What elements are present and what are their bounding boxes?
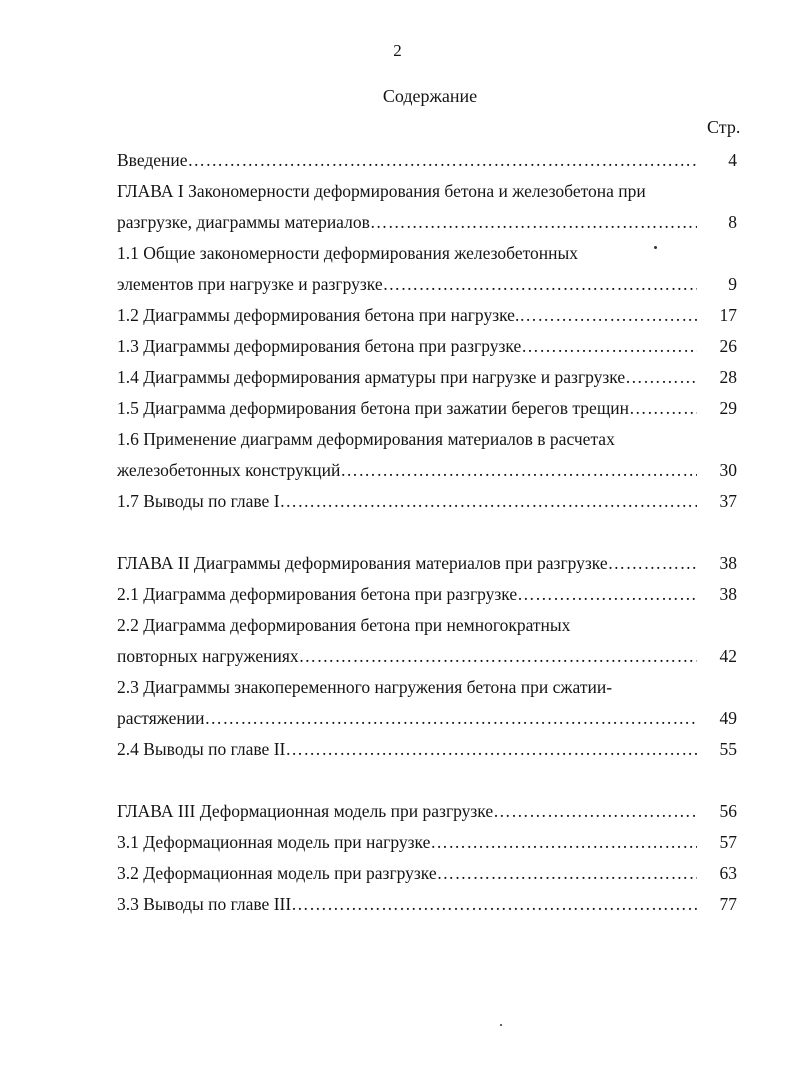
toc-entry-text: 1.1 Общие закономерности деформирования железобетонных (117, 243, 578, 263)
toc-entry-page: 38 (719, 584, 737, 604)
toc-entry-text: 3.2 Деформационная модель при разгрузке (117, 863, 437, 883)
leader-dots (517, 581, 697, 607)
toc-entry-text: 1.6 Применение диаграмм деформирования материалов в расчетах (117, 429, 615, 449)
toc-entry-page: 42 (719, 646, 737, 666)
toc-entry-page: 28 (719, 367, 737, 387)
toc-entry[interactable] (117, 395, 737, 421)
toc-entry[interactable] (117, 891, 737, 917)
toc-entry[interactable] (117, 736, 737, 762)
toc-entry-text: 2.2 Диаграмма деформирования бетона при немногократных (117, 615, 571, 635)
toc-entry[interactable] (117, 364, 737, 390)
toc-entry[interactable] (117, 457, 737, 483)
leader-dots (280, 488, 697, 514)
leader-dots (370, 209, 697, 235)
toc-entry-page: 17 (719, 305, 737, 325)
leader-dots (299, 643, 697, 669)
toc-entry[interactable] (117, 488, 737, 514)
toc-entry[interactable] (117, 705, 737, 731)
toc-entry[interactable] (117, 829, 737, 855)
toc-entry-text: повторных нагружениях (117, 646, 299, 666)
leader-dots (383, 271, 697, 297)
toc-entry-text: ГЛАВА III Деформационная модель при разгрузке (117, 801, 494, 821)
toc-entry[interactable] (117, 271, 737, 297)
toc-entry[interactable] (117, 674, 737, 700)
toc-entry[interactable] (117, 302, 737, 328)
toc-entry-text: железобетонных конструкций (117, 460, 341, 480)
toc-entry-page: 30 (719, 460, 737, 480)
toc-entry-page: 29 (719, 398, 737, 418)
toc-entry[interactable] (117, 147, 737, 173)
leader-dots (521, 333, 697, 359)
toc-entry-text: 2.1 Диаграмма деформирования бетона при разгрузке (117, 584, 518, 604)
toc-entry-page: 38 (719, 553, 737, 573)
leader-dots (493, 798, 697, 824)
leader-dots (188, 147, 697, 173)
toc-entry-text: 2.4 Выводы по главе II (117, 739, 286, 759)
toc-entry[interactable] (117, 550, 737, 576)
toc-entry[interactable] (117, 209, 737, 235)
toc-entry-page: 49 (719, 708, 737, 728)
leader-dots (608, 550, 697, 576)
scan-speck (654, 246, 657, 249)
leader-dots (291, 891, 697, 917)
toc-entry-text: 3.1 Деформационная модель при нагрузке (117, 832, 431, 852)
page-number: 2 (393, 41, 402, 60)
toc-entry[interactable] (117, 581, 737, 607)
toc-entry-page: 26 (719, 336, 737, 356)
toc-entry-text: ГЛАВА II Диаграммы деформирования материалов при разгрузке (117, 553, 608, 573)
toc-entry[interactable] (117, 426, 737, 452)
toc-entry-text: растяжении (117, 708, 205, 728)
leader-dots (285, 736, 697, 762)
leader-dots (340, 457, 697, 483)
toc-entry-text: 1.5 Диаграмма деформирования бетона при зажатии берегов трещин (117, 398, 630, 418)
leader-dots (437, 860, 697, 886)
toc-entry-page: 56 (719, 801, 737, 821)
leader-dots (629, 395, 697, 421)
toc-entry-page: 63 (719, 863, 737, 883)
scan-speck (500, 1024, 502, 1026)
toc-entry-text: Введение (117, 150, 188, 170)
toc-entry[interactable] (117, 612, 737, 638)
toc-entry-text: 1.7 Выводы по главе I (117, 491, 280, 511)
toc-entry-text: элементов при нагрузке и разгрузке (117, 274, 383, 294)
page-title: Содержание (382, 86, 478, 106)
toc-entry[interactable] (117, 643, 737, 669)
leader-dots (204, 705, 697, 731)
toc-entry-page: 4 (728, 150, 737, 170)
toc-entry-page: 57 (719, 832, 737, 852)
page-column-header: Стр. (707, 117, 741, 137)
toc-entry-page: 37 (719, 491, 737, 511)
leader-dots (519, 302, 697, 328)
toc-entry-text: 1.3 Диаграммы деформирования бетона при разгрузке (117, 336, 522, 356)
toc-entry[interactable] (117, 178, 737, 204)
toc-entry[interactable] (117, 333, 737, 359)
toc-entry-text: 2.3 Диаграммы знакопеременного нагружения бетона при сжатии- (117, 677, 613, 697)
toc-entry[interactable] (117, 240, 737, 266)
toc-entry-text: 1.4 Диаграммы деформирования арматуры при нагрузке и разгрузке (117, 367, 626, 387)
toc-entry-text: 3.3 Выводы по главе III (117, 894, 292, 914)
toc-entry[interactable] (117, 798, 737, 824)
toc-entry-page: 8 (728, 212, 737, 232)
toc-entry-page: 55 (719, 739, 737, 759)
toc-entry-page: 77 (719, 894, 737, 914)
toc-entry-text: 1.2 Диаграммы деформирования бетона при нагрузке. (117, 305, 520, 325)
toc-entry-text: разгрузке, диаграммы материалов (117, 212, 370, 232)
toc-entry-page: 9 (728, 274, 737, 294)
leader-dots (430, 829, 697, 855)
leader-dots (625, 364, 697, 390)
toc-entry[interactable] (117, 860, 737, 886)
toc-entry-text: ГЛАВА I Закономерности деформирования бетона и железобетона при (117, 181, 646, 201)
